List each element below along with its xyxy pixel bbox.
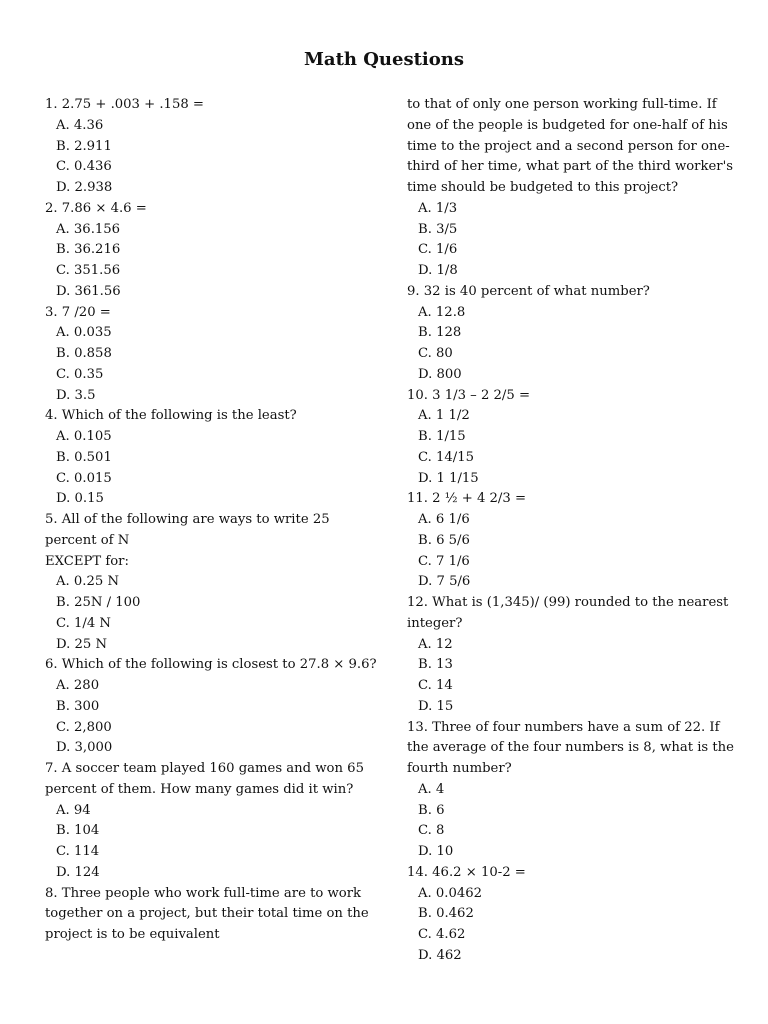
answer-option: B. 25N / 100 (56, 595, 141, 610)
answer-option: D. 3.5 (56, 387, 96, 403)
answer-option: D. 2.938 (56, 180, 113, 195)
answer-option: D. 800 (418, 366, 462, 382)
answer-option: C. 0.436 (56, 159, 112, 175)
answer-option: C. 2,800 (56, 719, 112, 735)
answer-option: C. 0.015 (56, 470, 112, 486)
answer-option: A. 1 1/2 (418, 408, 470, 424)
answer-option: A. 6 1/6 (418, 512, 470, 527)
answer-option: C. 14/15 (418, 449, 475, 465)
question-text: 11. 2 ½ + 4 2/3 = (407, 491, 527, 507)
answer-option: C. 14 (418, 678, 453, 693)
answer-option: D. 1/8 (418, 263, 458, 278)
answer-option: B. 0.501 (56, 449, 112, 465)
question-text: time should be budgeted to this project? (407, 180, 679, 195)
answer-option: A. 0.25 N (56, 574, 120, 590)
question-text: 10. 3 1/3 – 2 2/5 = (407, 387, 530, 403)
question-text: percent of N (45, 532, 130, 548)
answer-option: C. 1/4 N (56, 615, 111, 631)
question-text: 7. A soccer team played 160 games and won 65 (45, 761, 364, 776)
question-text: percent of them. How many games did it win? (45, 781, 354, 797)
answer-option: A. 0.0462 (418, 885, 483, 901)
question-text: one of the people is budgeted for one-half of his (407, 117, 728, 133)
answer-option: A. 12.8 (418, 304, 466, 320)
answer-option: A. 94 (56, 802, 91, 818)
answer-option: A. 1/3 (418, 200, 458, 216)
answer-option: B. 36.216 (56, 242, 121, 258)
answer-option: A. 4 (418, 781, 445, 797)
question-text: 9. 32 is 40 percent of what number? (407, 283, 650, 299)
question-text: fourth number? (407, 761, 512, 776)
answer-option: B. 0.858 (56, 346, 112, 361)
question-text: 8. Three people who work full-time are to work (45, 885, 362, 901)
answer-option: D. 10 (418, 844, 454, 859)
question-text: 2. 7.86 × 4.6 = (45, 200, 147, 216)
question-text: 13. Three of four numbers have a sum of 22. If (407, 719, 720, 735)
answer-option: C. 8 (418, 823, 445, 839)
answer-option: B. 13 (418, 657, 453, 673)
answer-option: C. 0.35 (56, 366, 104, 382)
question-text: time to the project and a second person for one- (407, 138, 730, 154)
answer-option: D. 124 (56, 864, 100, 880)
answer-option: A. 280 (56, 678, 100, 693)
question-text: the average of the four numbers is 8, what is the (407, 740, 734, 756)
answer-option: D. 15 (418, 698, 454, 714)
answer-option: A. 0.105 (56, 429, 112, 444)
question-text: together on a project, but their total time on the (45, 906, 369, 922)
question-text: integer? (407, 615, 463, 631)
answer-option: D. 0.15 (56, 491, 104, 507)
answer-option: C. 1/6 (418, 242, 458, 258)
answer-option: B. 3/5 (418, 221, 458, 237)
question-text: 14. 46.2 × 10-2 = (407, 864, 526, 880)
answer-option: C. 4.62 (418, 927, 466, 942)
answer-option: B. 6 5/6 (418, 532, 470, 548)
question-text: 5. All of the following are ways to write 25 (45, 512, 330, 527)
answer-option: A. 4.36 (56, 117, 104, 133)
page-title: Math Questions (304, 49, 464, 70)
answer-option: B. 0.462 (418, 906, 474, 922)
question-text: 6. Which of the following is closest to 27.8 × 9.6? (45, 657, 377, 673)
question-text: project is to be equivalent (45, 927, 220, 942)
right-column (407, 95, 737, 967)
answer-option: D. 7 5/6 (418, 574, 471, 590)
question-text: 1. 2.75 + .003 + .158 = (45, 97, 204, 112)
answer-option: C. 80 (418, 346, 453, 361)
answer-option: B. 1/15 (418, 429, 466, 444)
question-text: to that of only one person working full-time. If (407, 97, 717, 112)
answer-option: C. 7 1/6 (418, 553, 470, 569)
answer-option: D. 361.56 (56, 283, 121, 299)
answer-option: A. 0.035 (56, 325, 112, 341)
answer-option: A. 12 (418, 636, 453, 652)
question-text: 4. Which of the following is the least? (45, 408, 297, 424)
answer-option: B. 2.911 (56, 138, 112, 154)
answer-option: B. 128 (418, 325, 462, 341)
answer-option: D. 3,000 (56, 740, 113, 756)
answer-option: D. 25 N (56, 636, 107, 652)
answer-option: D. 1 1/15 (418, 470, 479, 486)
answer-option: C. 114 (56, 844, 100, 859)
left-column (45, 95, 375, 946)
answer-option: B. 104 (56, 823, 100, 839)
question-text: 3. 7 /20 = (45, 304, 111, 320)
answer-option: A. 36.156 (56, 221, 121, 237)
question-text: EXCEPT for: (45, 553, 129, 569)
question-text: 12. What is (1,345)/ (99) rounded to the nearest (407, 595, 729, 610)
answer-option: D. 462 (418, 947, 462, 963)
answer-option: B. 300 (56, 698, 100, 714)
answer-option: C. 351.56 (56, 263, 121, 278)
answer-option: B. 6 (418, 802, 445, 818)
question-text: third of her time, what part of the third worker's (407, 159, 733, 175)
